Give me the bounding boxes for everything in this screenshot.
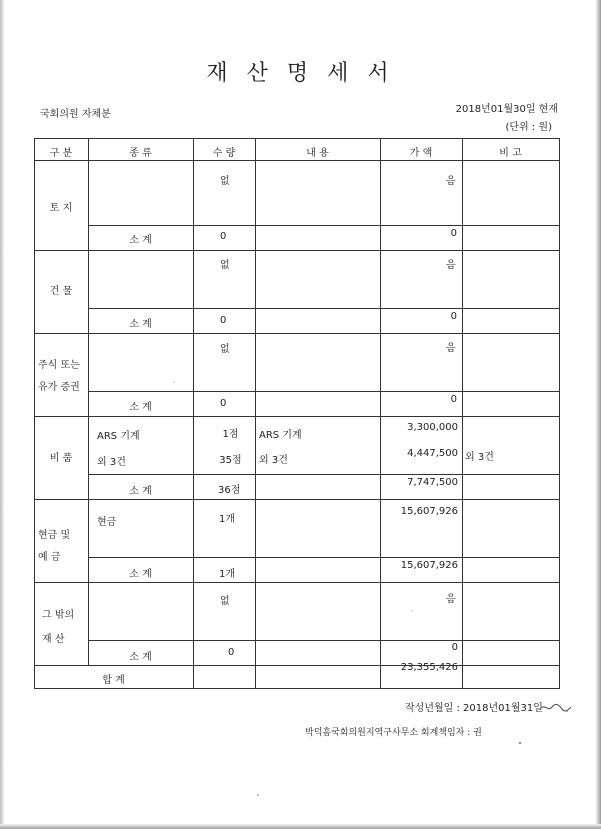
header-content: 내 용 [306, 148, 329, 159]
category-building: 건 물 [49, 286, 73, 297]
page-edge-left [0, 0, 4, 829]
subtotal-qty-land: 0 [220, 231, 227, 242]
subtotal-amount-land: 0 [450, 228, 457, 239]
category-securities-line2: 유가 증권 [38, 382, 80, 393]
subtotal-qty-cash: 1개 [219, 569, 236, 580]
unit-label: (단위 : 원) [505, 122, 552, 133]
none-mark: 음 [446, 176, 456, 187]
equipment-content: 외 3건 [259, 455, 288, 466]
category-land: 토 지 [49, 203, 73, 214]
subtotal-amount-cash: 15,607,926 [400, 560, 458, 571]
subtotal-amount-equipment: 7,747,500 [407, 477, 458, 488]
none-mark: 음 [446, 260, 456, 271]
table-border-right [559, 138, 560, 689]
cash-quantity: 1개 [219, 514, 236, 525]
cash-amount: 15,607,926 [400, 506, 458, 517]
subtotal-label: 소 계 [129, 402, 152, 413]
col-line [462, 138, 463, 689]
equipment-amount: 4,447,500 [407, 448, 458, 459]
none-mark: 없 [220, 344, 230, 355]
equipment-quantity: 1점 [222, 429, 239, 440]
owner-label: 국회의원 자체분 [40, 109, 111, 120]
table-border-top [34, 138, 560, 139]
category-cash-line2: 예 금 [38, 552, 61, 563]
equipment-note: 외 3건 [465, 452, 494, 463]
table-border-left [34, 138, 35, 689]
row-line [88, 391, 560, 392]
row-line [34, 582, 560, 583]
subtotal-amount-securities: 0 [450, 394, 457, 405]
header-note: 비 고 [499, 148, 522, 159]
col-line [380, 138, 381, 689]
table-border-bottom [34, 688, 560, 689]
header-quantity: 수 량 [212, 148, 236, 159]
equipment-kind: 외 3건 [97, 457, 126, 468]
col-line [193, 138, 194, 689]
header-category: 구 분 [49, 148, 73, 159]
page-edge-bottom [0, 824, 601, 829]
none-mark: 없 [220, 596, 230, 607]
none-mark: 없 [220, 176, 230, 187]
subtotal-qty-building: 0 [220, 315, 227, 326]
row-line [34, 416, 560, 417]
subtotal-amount-building: 0 [450, 311, 457, 322]
header-kind: 종 류 [129, 148, 152, 159]
category-other-line2: 재 산 [42, 634, 65, 645]
subtotal-qty-securities: 0 [220, 398, 227, 409]
current-date: 2018년01월30일 현재 [455, 104, 558, 115]
row-line [34, 333, 560, 334]
none-mark: 음 [446, 343, 456, 354]
category-cash-line1: 현금 및 [38, 530, 71, 541]
col-line [255, 138, 256, 689]
row-line [88, 474, 560, 475]
row-line [34, 665, 560, 666]
row-line [88, 225, 560, 226]
subtotal-qty-other: 0 [228, 647, 235, 658]
equipment-content: ARS 기계 [259, 430, 302, 441]
category-securities-line1: 주식 또는 [38, 360, 80, 371]
none-mark: 음 [446, 594, 456, 605]
category-other-line1: 그 밖의 [42, 610, 75, 621]
row-line [88, 308, 560, 309]
table-header-bottom [34, 160, 560, 161]
total-label: 합 계 [102, 675, 125, 686]
document-title: 재 산 명 세 서 [206, 61, 395, 86]
total-amount: 23,355,426 [400, 662, 458, 673]
subtotal-qty-equipment: 36점 [218, 485, 241, 496]
row-line [34, 250, 560, 251]
cash-kind: 현금 [97, 517, 117, 528]
row-line [34, 499, 560, 500]
subtotal-label: 소 계 [129, 652, 152, 663]
category-equipment: 비 품 [49, 453, 73, 464]
equipment-kind: ARS 기계 [97, 431, 140, 442]
header-amount: 가 액 [409, 148, 433, 159]
page-edge-right [596, 0, 601, 829]
office-accountant: 박덕흠국회의원지역구사무소 회계책임자 : 권 [305, 728, 482, 738]
subtotal-amount-other: 0 [451, 642, 458, 653]
subtotal-label: 소 계 [129, 569, 152, 580]
subtotal-label: 소 계 [129, 235, 152, 246]
row-line [88, 557, 560, 558]
signature-scribble [540, 701, 572, 713]
equipment-quantity: 35점 [219, 455, 242, 466]
equipment-amount: 3,300,000 [407, 422, 458, 433]
row-line [88, 640, 560, 641]
subtotal-label: 소 계 [129, 486, 152, 497]
none-mark: 없 [220, 260, 230, 271]
subtotal-label: 소 계 [129, 319, 152, 330]
written-date: 작성년월일 : 2018년01월31일 [405, 703, 543, 714]
